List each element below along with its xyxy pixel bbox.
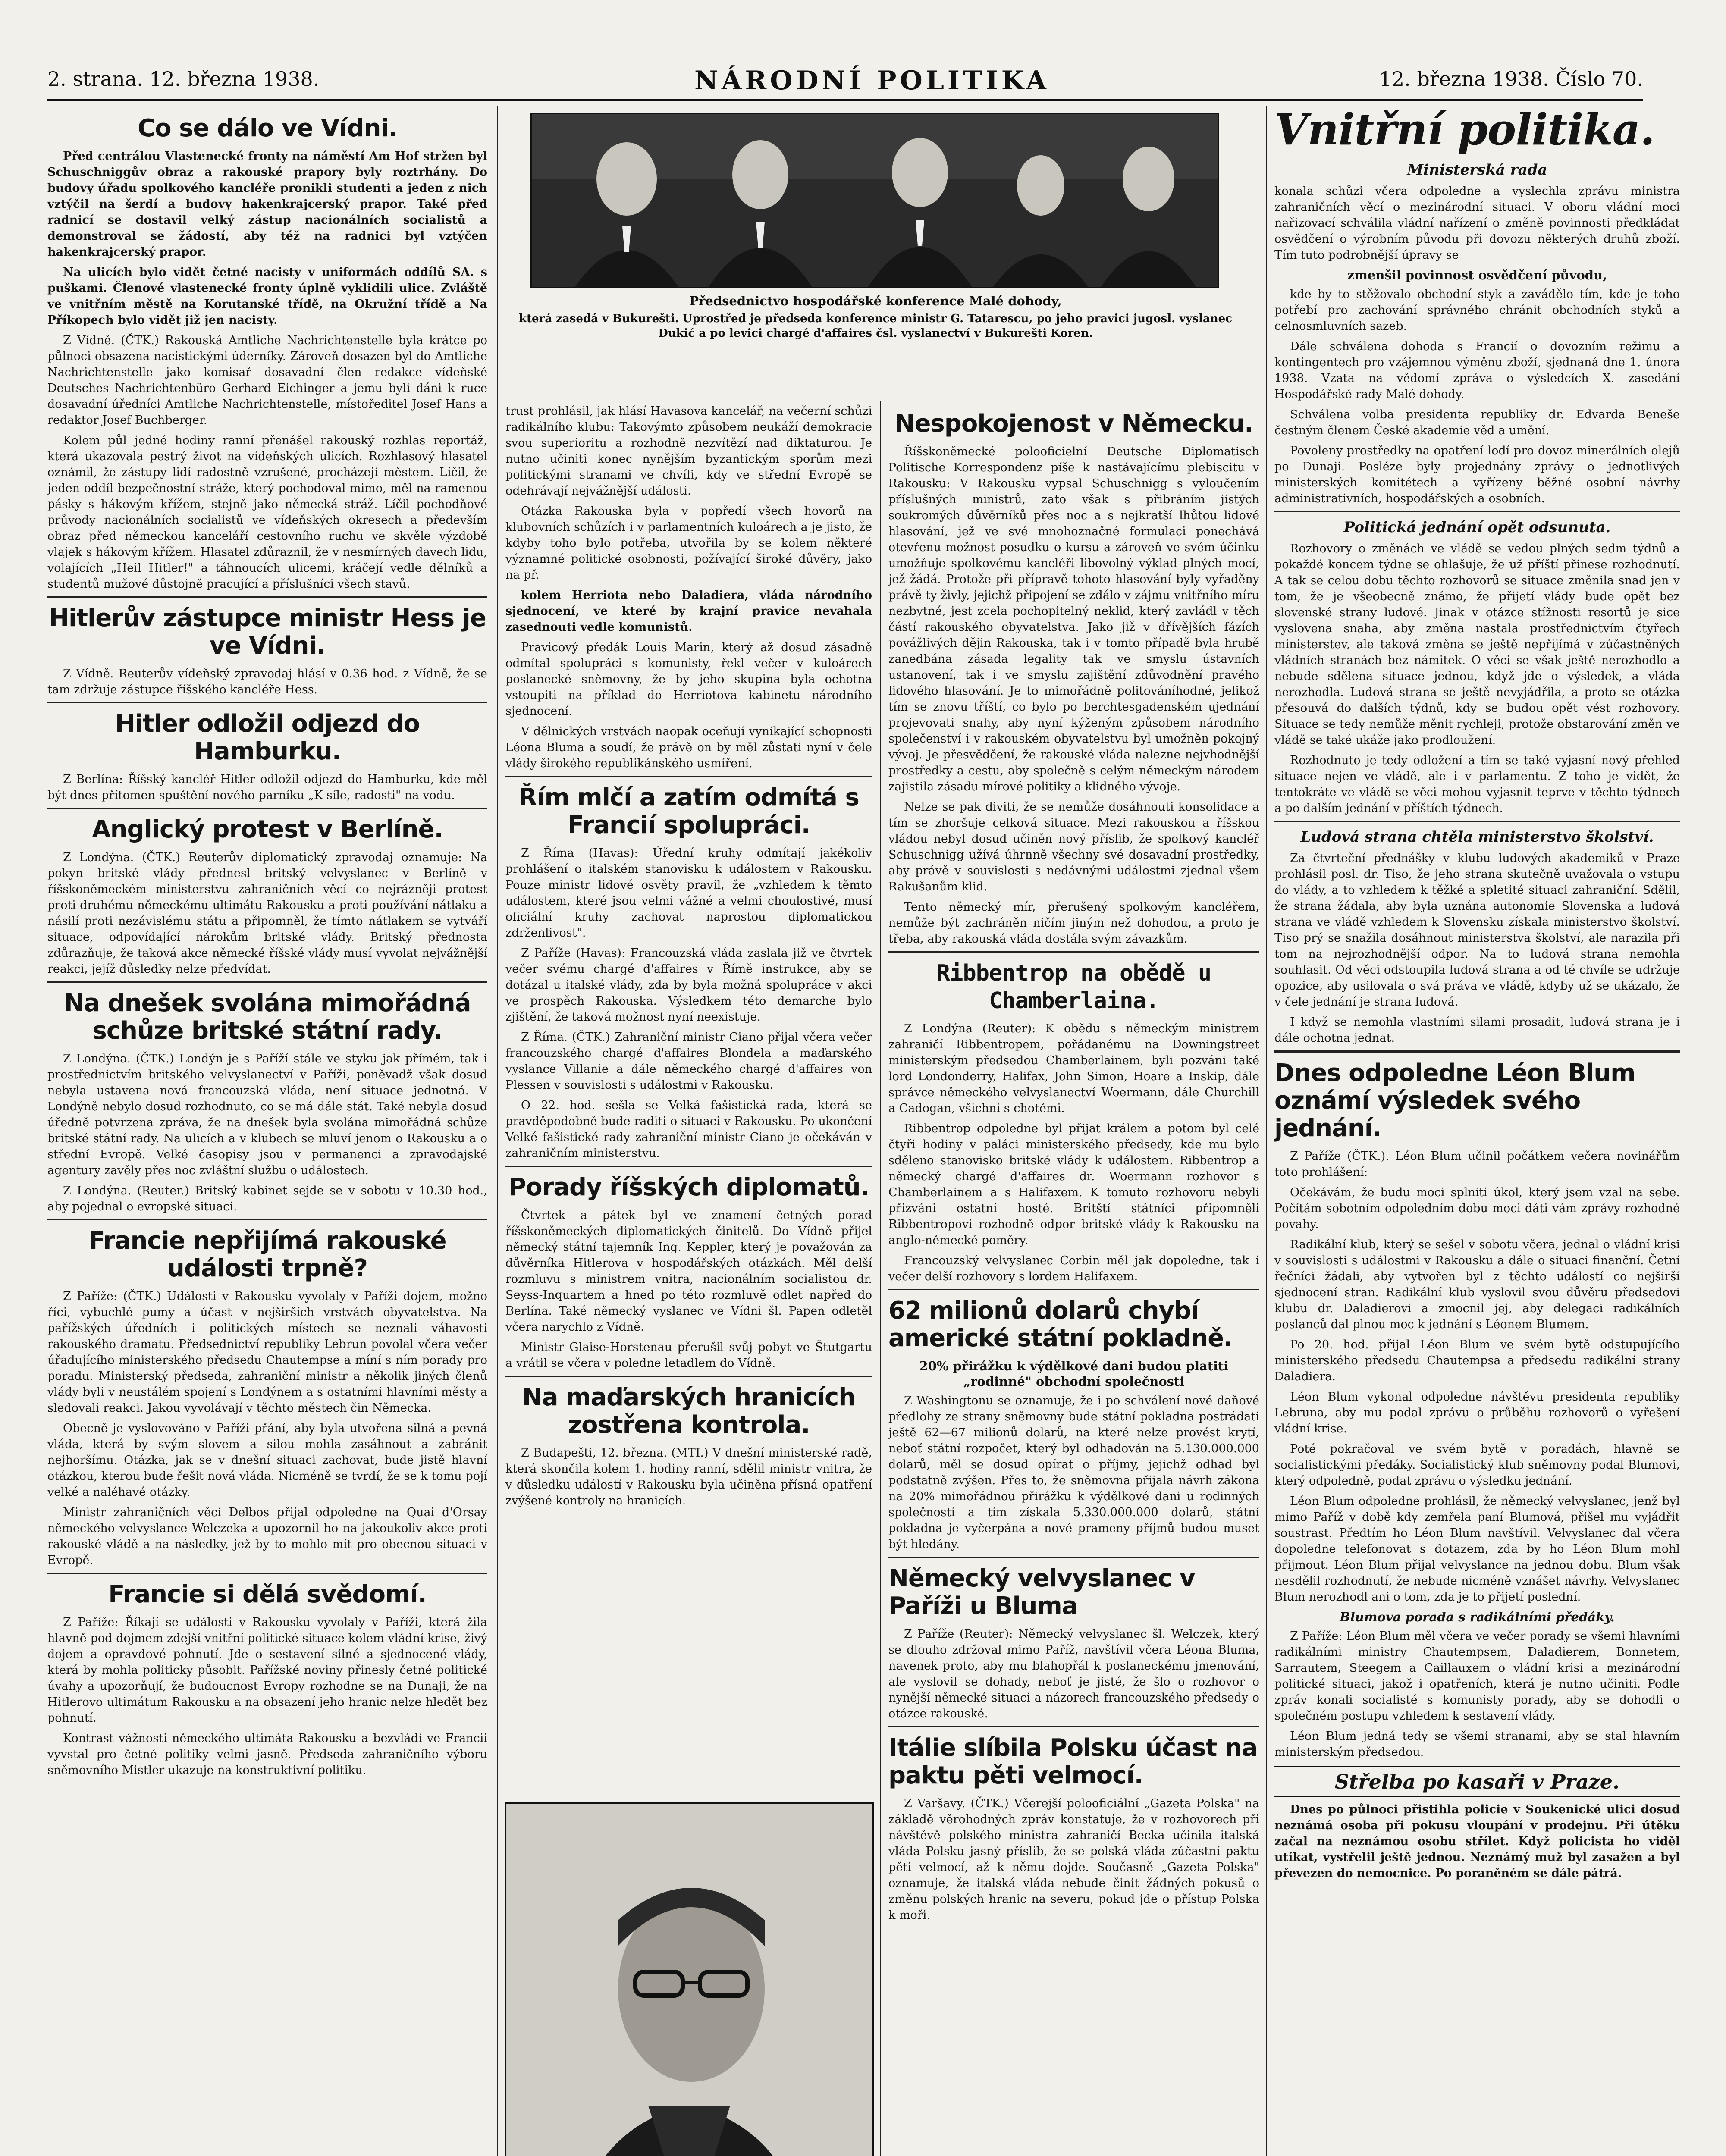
article-paragraph: Pravicový předák Louis Marin, který až dosud zásadně odmítal spolupráci s komunisty, řekl večer v kuloárech poslanecké sněmovny, že by jeho skupina byla ochotna vstoupiti na příklad do Herriotova kabinetu národního sjednocení. — [505, 641, 872, 718]
article-separator — [47, 596, 487, 598]
article-paragraph: Rozhovory o změnách ve vládě se vedou plných sedm týdnů a pokaždé koncem týdne se ohlašuje, že už příští přinese rozhodnutí. A tak se celou dobu těchto rozhovorů se situace změnila snad jen v tom, že je všeobecně známo, že přijetí vlády bude opět bez slovenské strany ludové. Jinak v otázce stížnosti resortů je sice vyslovena snaha, aby změna nastala prostřednictvím čtyřech ministerstev, ale taková změna se ještě nepřijímá v zúčastněných vládních stranách bez námitek. O věci se však ještě nerozhodlo a nebude sdělena situace jednou, když jde o výsledek, a vláda nerozhodla. Ludová strana se ještě nevyjádřila, a proto se otázka přesouvá do dalších týdnů, kdy se budou opět vést rozhovory. Situace se tedy nemůže měnit rychleji, protože obstarování změn ve vládě se také ukáže jako prodloužení. — [1274, 542, 1680, 747]
article-title: Ribbentrop na obědě u Chamberlaina. — [936, 960, 1211, 1014]
article-paragraph: Povoleny prostředky na opatření lodí pro dovoz minerálních olejů po Dunaji. Posléze byly projednány zprávy o jednotlivých ministerských komitétech a vyřízeny běžné osobní návrhy administrativních, hospodářských a osobních. — [1274, 444, 1680, 505]
column-rule — [1266, 106, 1267, 2156]
caption-rule — [509, 397, 1259, 398]
article-title: Střelba po kasaři v Praze. — [1334, 1770, 1620, 1793]
article-separator — [505, 1376, 872, 1377]
article-separator — [47, 1219, 487, 1220]
photo-caption-text: která zasedá v Bukurešti. Uprostřed je předseda konference ministr G. Tatarescu, po jeho pravici jugosl. vyslanec Dukić a po levici chargé d'affaires čsl. vyslanectví v Bukurešti Koren. — [518, 312, 1233, 340]
article-paragraph: V dělnických vrstvách naopak oceňují vynikající schopnosti Léona Bluma a soudí, že právě on by měl zůstati nyní v čele vlády širokého republikánského usmíření. — [505, 725, 872, 770]
page-number-date: 2. strana. 12. března 1938. — [47, 67, 320, 91]
article-paragraph: Radikální klub, který se sešel v sobotu včera, jednal o vládní krisi v souvislosti s událostmi v Rakousku a dále o situaci finanční. Četní řečníci žádali, aby vytvořen byl z těchto událostí co nejširší sjednocení stran. Radikální klub vyslovil svou důvěru předsedovi klubu dr. Daladierovi a zmocnil jej, aby delegaci radikálních poslanců dal plnou moc k jednání s Léonem Blumem. — [1274, 1238, 1680, 1331]
article-title: Ministerská rada — [1407, 161, 1547, 179]
article-paragraph: I když se nemohla vlastními silami prosadit, ludová strana je i dále ochotna jednat. — [1274, 1015, 1680, 1045]
article-title: 62 milionů dolarů chybí americké státní pokladně. — [888, 1297, 1233, 1352]
article-title: Ludová strana chtěla ministerstvo školství. — [1300, 828, 1654, 846]
article-paragraph: Za čtvrteční přednášky v klubu ludových akademiků v Praze prohlásil posl. dr. Tiso, že jeho strana skutečně uvažovala o vstupu do vlády, a to vzhledem k těžké a spletité situaci zahraniční. Sdělil, že strana žádala, aby byla uznána autonomie Slovenska a ludová strana ve vládě vzhledem k Slovensku získala ministerstvo školství. Tiso prý se snažila dosáhnout ministerstva školství, ale narazila při tom na nejrozhodnější odpor. Na to ludová strana nemohla souhlasit. Od věci odstoupila ludová strana a od té chvíle se udržuje opozice, aby usilovala o svá práva ve vládě, kdyby už se ukázalo, že v čele jednání je strana ludová. — [1274, 852, 1680, 1009]
portrait-figure — [506, 1804, 872, 2156]
article-paragraph: Z Říma (Havas): Úřední kruhy odmítají jakékoliv prohlášení o italském stanovisku k událostem v Rakousku. Pouze ministr lidové osvěty pravil, že „vzhledem k těmto událostem, které jsou velmi vážné a velmi choulostivé, musí oficiální kruhy zachovat naprostou diplomatickou zdrženlivost". — [505, 846, 872, 940]
article-paragraph: Ribbentrop odpoledne byl přijat králem a potom byl celé čtyři hodiny v paláci ministerského předsedy, kde mu bylo sděleno stanovisko britské vlády k událostem. Ribbentrop a německý chargé d'affaires dr. Woermann rozhovor s Chamberlainem a s Halifaxem. K tomuto rozhovoru nebyli přizváni ostatní hosté. Britští státníci připomněli Ribbentropovi rozhodně odpor britské vlády k Rakousku na anglo-německé poměry. — [888, 1122, 1259, 1247]
article-paragraph: Z Londýna. (ČTK.) Londýn je s Paříží stále ve styku jak přímém, tak i prostřednictvím britského velvyslanectví v Paříži, poněvadž však dosud nebyla ustavena nová francouzská vláda, není situace jednotná. V Londýně nebylo dosud rozhodnuto, co se má dále stát. Také nebyla dosud úředně potvrzena zpráva, že na dnešek byla svolána mimořádná schůze britské státní rady. Na ulicích a v klubech se mluví jenom o Rakousku a o střední Evropě. Velké časopisy jsou v permanenci a zpravodajské agentury zavěly přes noc zvláštní službu o událostech. — [47, 1052, 487, 1177]
article-paragraph: Nelze se pak diviti, že se nemůže dosáhnouti konsolidace a tím se zhoršuje celková situace. Mezi rakouskou a říšskou vládou nebyl dosud učiněn nový příslib, že spolkový kancléř Schuschnigg užívá úhrnně všechny své dosavadní prostředky, aby právě v souvislosti s nedávnými událostmi zjednal všem Rakušanům klid. — [888, 800, 1259, 893]
article-separator — [47, 808, 487, 809]
article-separator — [1274, 821, 1680, 822]
photo-caption-title: Předsednictvo hospodářské konference Malé dohody, — [689, 294, 1062, 308]
article-paragraph: Z Paříže (ČTK.). Léon Blum učinil počátkem večera novinářům toto prohlášení: — [1274, 1150, 1680, 1179]
article-paragraph: Z Paříže (Havas): Francouzská vláda zaslala již ve čtvrtek večer svému chargé d'affaires v Římě instrukce, aby se dotázal u italské vlády, zda by byla možná spolupráce v akci ve prospěch Rakouska. Výsledkem této demarche bylo zjištění, že taková možnost nyní neexistuje. — [505, 946, 872, 1024]
article-subtitle: 20% přirážku k výdělkové dani budou platiti „rodinné" obchodní společnosti — [919, 1359, 1229, 1389]
column-3 — [888, 403, 1259, 2156]
article-paragraph: Z Paříže: Léon Blum měl včera ve večer porady se všemi hlavními radikálními ministry Chautempsem, Daladierem, Bonnetem, Sarrautem, Steegem a Caillauxem o vládní krisi a mezinárodní politické situaci, jakož i opatřeních, která je nutno učiniti. Podle zpráv konali socialisté s komunisty porady, aby se dohodli o společném postupu vzhledem k sestavení vlády. — [1274, 1630, 1680, 1723]
article-separator — [505, 1166, 872, 1167]
article-title: Dnes odpoledne Léon Blum oznámí výsledek svého jednání. — [1274, 1059, 1635, 1142]
article-paragraph: kde by to stěžovalo obchodní styk a zavádělo tím, kde je toho potřebí pro zachování správného chránit obchodních styků a celnosmluvních sazeb. — [1274, 288, 1680, 333]
article-paragraph: Rozhodnuto je tedy odložení a tím se také vyjasní nový přehled situace nejen ve vládě, ale i v parlamentu. Z toho je vidět, že tentokráte ve vládě se věci mohou vyjasnit teprve v těchto týdnech a po dalším jednání v příštích týdnech. — [1274, 754, 1680, 815]
article-title: Řím mlčí a zatím odmítá s Francií spolupráci. — [518, 783, 859, 839]
article-separator — [888, 1289, 1259, 1290]
article-separator — [888, 1726, 1259, 1727]
article-paragraph: Obecně je vyslovováno v Paříži přání, aby byla utvořena silná a pevná vláda, která by svým slovem a silou mohla zasáhnout a zabránit nejhoršímu. Otázka, jak se v dnešní situaci zachovat, bude jistě hlavní otázkou, kterou bude řešit nová vláda. Nicméně se tvrdí, že se k tomu pojí velké a naléhavé otázky. — [47, 1422, 487, 1499]
article-separator — [888, 951, 1259, 953]
article-paragraph: Kolem půl jedné hodiny ranní přenášel rakouský rozhlas reportáž, která ukazovala pestrý život na vídeňských ulicích. Rozhlasový hlasatel oznámil, že zástupy lidí radostně vzrušené, procházejí městem. Líčil, že jeden oddíl bezpečnostní stráže, který pochodoval mimo, měl na ramenou pásky s hákovým křížem, stejně jako německá stráž. Líčil pochodňové průvody nacionálních socialistů ve vídeňských okresech a především obraz před německou kanceláří cestovního ruchu ve skvěle výzdobě vlajek s hákovým křížem. Hlasatel zdůraznil, že v nesmírných davech lidu, volajících „Heil Hitler!" a táhnoucích ulicemi, kráčejí vedle dělníků a studentů mužové důstojně pracující a příslušníci všech stavů. — [47, 434, 487, 591]
article-paragraph: Kontrast vážnosti německého ultimáta Rakousku a bezvládí ve Francii vyvstal pro četné politiky velmi jasně. Předseda zahraničního výboru sněmovního Mistler ukazuje na konstruktivní politiku. — [47, 1732, 487, 1777]
conference-photo — [530, 113, 1219, 288]
photo-figures — [532, 114, 1218, 287]
article-paragraph: Dnes po půlnoci přistihla policie v Soukenické ulici dosud neznámá osoba při pokusu vloupání v prodejnu. Při útěku začal na neznámou osobu střílet. Když policista ho viděl utíkat, vystřelil ještě jednou. Neznámý muž byl zasažen a byl převezen do nemocnice. Po poraněném se dále pátrá. — [1274, 1803, 1680, 1880]
article-paragraph: Čtvrtek a pátek byl ve znamení četných porad říšskoněmeckých diplomatických činitelů. Do Vídně přijel německý státní tajemník Ing. Keppler, který je považován za důvěrníka Hitlerova v hospodářských otázkách. Měl delší rozmluvu s ministrem vnitra, nacionálním socialistou dr. Seyss-Inquartem a hned po této rozmluvě odlet napřed do Berlína. Také německý vyslanec ve Vídni šl. Papen odletěl včera narychlo z Vídně. — [505, 1209, 872, 1334]
article-paragraph: Z Říma. (ČTK.) Zahraniční ministr Ciano přijal včera večer francouzského chargé d'affaires Blondela a maďarského vyslance Villanie a dále německého chargé d'affaires von Plessen v souvislosti s událostmi v Rakousku. — [505, 1031, 872, 1092]
article-paragraph: konala schůzi včera odpoledne a vyslechla zprávu ministra zahraničních věcí o mezinárodní situaci. V oboru vládní moci nařizovací schválila vládní nařízení o změně povinnosti předkládat osvědčení o výrobním původu při dovozu některých druhů zboží. Tím tuto podrobnější úpravy se — [1274, 185, 1680, 262]
article-paragraph: Očekávám, že budu moci splniti úkol, který jsem vzal na sebe. Počítám sobotním odpoledním dobu moci dáti vám zprávy rozhodné povahy. — [1274, 1186, 1680, 1231]
article-title: Politická jednání opět odsunuta. — [1343, 519, 1611, 536]
article-title: Porady říšských diplomatů. — [508, 1173, 869, 1201]
article-paragraph: Z Paříže: Říkají se události v Rakousku vyvolaly v Paříži, která žila hlavně pod dojmem zdejší vnitřní politické situace kolem vládní krise, živý dojem a opravdové pohnutí. Jde o sestavení silné a sjednocené vlády, která by mohla politicky působit. Pařížské noviny přinesly četné politické úvahy a upozorňují, že budoucnost Evropy rozhodne se na Dunaji, že na Hitlerovo ultimátum Rakousku a na obsazení jeho hranic nelze hledět bez pohnutí. — [47, 1616, 487, 1725]
schuschnigg-portrait — [505, 1802, 874, 2156]
column-4 — [1274, 106, 1680, 2156]
newspaper-title: NÁRODNÍ POLITIKA — [694, 66, 1050, 96]
article-paragraph: Z Varšavy. (ČTK.) Včerejší polooficiální „Gazeta Polska" na základě věrohodných zpráv konstatuje, že v rozhovorech při návštěvě polského ministra zahraničí Becka učinila italská vláda Polsku jasný příslib, že se polská vláda zúčastní paktu pěti velmocí, až k němu dojde. Současně „Gazeta Polska" oznamuje, že italská vláda nebude činit žádných pokusů o změnu polských hranic na severu, pokud jde o přístup Polska k moři. — [888, 1797, 1259, 1922]
article-paragraph: Z Londýna (Reuter): K obědu s německým ministrem zahraničí Ribbentropem, pořádanému na Downingstreet ministerským předsedou Chamberlainem, byli pozváni také lord Londonderry, Halifax, John Simon, Hoare a Inskip, dále správce německého velvyslanectví Woermann, dále Churchill a Cadogan, všichni s chotěmi. — [888, 1022, 1259, 1115]
article-paragraph: Z Paříže: (ČTK.) Události v Rakousku vyvolaly v Paříži dojem, možno říci, vybuchlé pumy a účast v nejširších vrstvách obyvatelstva. Na pařížských úředních i politických místech se neznali váhavosti rakouského dramatu. Předsednictví republiky Lebrun povolal včera večer úřadujícího ministerského předsedu Chautempse a míní s ním porady pro poradu. Ministerský předseda, zahraniční ministr a několik jiných členů vlády byli v neustálém spojení s Londýnem a s ostatními hlavními městy a sledovali reakci. Jakou vyvolávají v těchto městech čin Německa. — [47, 1290, 487, 1415]
article-title: Anglický protest v Berlíně. — [92, 815, 443, 843]
article-title: Francie nepřijímá rakouské události trpně? — [88, 1227, 446, 1282]
section-title: Vnitřní politika. — [1274, 106, 1655, 155]
article-paragraph: Z Washingtonu se oznamuje, že i po schválení nové daňové předlohy ze strany sněmovny bude státní pokladna postrádati ještě 62—67 milionů dolarů, na které nelze provést krytí, neboť státní rozpočet, který byl odhadován na 5.130.000.000 dolarů, měl se dosud opírat o příjmy, jejichž odhad byl podstatně zvýšen. Přes to, že sněmovna přijala návrh zákona na 20% mimořádnou přirážku k výdělkové dani u rodinných společností a tím získala 5.330.000.000 dolarů, státní pokladna je vyčerpána a nové prameny příjmů budou muset být hledány. — [888, 1394, 1259, 1551]
article-separator — [47, 1573, 487, 1574]
article-paragraph: Z Vídně. (ČTK.) Rakouská Amtliche Nachrichtenstelle byla krátce po půlnoci obsazena nacistickými úderníky. Zároveň dosazen byl do Amtliche Nachrichtenstelle jako komisař dosavadní člen redakce vídeňské Deutsches Nachrichtenbüro Gerhard Eichinger a jemu byli dáni k ruce dosavadní úředníci Amtliche Nachrichtenstelle, místoředitel Josef Hans a redaktor Josef Buchberger. — [47, 334, 487, 427]
article-title: Francie si dělá svědomí. — [108, 1580, 427, 1608]
article-paragraph: Z Berlína: Říšský kancléř Hitler odložil odjezd do Hamburku, kde měl být dnes přítomen spuštění nového parníku „K síle, radosti" na vodu. — [47, 773, 487, 802]
article-separator — [505, 776, 872, 777]
article-paragraph: trust prohlásil, jak hlásí Havasova kancelář, na večerní schůzi radikálního klubu: Takovýmto způsobem neukáží demokracie svou superioritu a rozhodně nezvítězí nad diktaturou. Je nutno učiniti konec nynějším byzantickým sporům mezi politickými stranami ve chvíli, kdy ve střední Evropě se odehrávají nejvážnější události. — [505, 404, 872, 498]
article-paragraph: Otázka Rakouska byla v popředí všech hovorů na klubovních schůzích i v parlamentních kuloárech a je jisto, že kdyby toho bylo potřeba, utvořila by se kolem některé významné politické osobnosti, požívající široké důvěry, jako na př. — [505, 505, 872, 582]
article-title: Na dnešek svolána mimořádná schůze britské státní rady. — [64, 989, 471, 1045]
article-paragraph: Dále schválena dohoda s Francií o dovozním režimu a kontingentech pro vzájemnou výměnu zboží, sjednaná dne 1. února 1938. Vzata na vědomí zpráva o výsledcích X. zasedání Hospodářské rady Malé dohody. — [1274, 340, 1680, 401]
article-title: Hitlerův zástupce ministr Hess je ve Vídni. — [49, 604, 486, 660]
article-paragraph: Z Vídně. Reuterův vídeňský zpravodaj hlásí v 0.36 hod. z Vídně, že se tam zdržuje zástupce říšského kancléře Hess. — [47, 667, 487, 696]
column-rule — [880, 401, 881, 2156]
article-paragraph: Schválena volba presidenta republiky dr. Edvarda Beneše čestným členem České akademie věd a umění. — [1274, 408, 1680, 437]
column-rule — [497, 106, 498, 2156]
article-separator — [47, 981, 487, 983]
article-emphasis: kolem Herriota nebo Daladiera, vláda národního sjednocení, ve které by krajní pravice nevahala zasednouti vedle komunistů. — [505, 589, 872, 634]
issue-date-number: 12. března 1938. Číslo 70. — [1379, 67, 1643, 91]
article-band — [1274, 1766, 1680, 1797]
column-1 — [47, 108, 487, 2156]
article-paragraph: O 22. hod. sešla se Velká fašistická rada, která se pravděpodobně bude raditi o situaci v Rakousku. Po ukončení Velké fašistické rady zahraniční ministr Ciano je očekáván v zahraničním ministerstvu. — [505, 1099, 872, 1160]
article-paragraph: Poté pokračoval ve svém bytě v poradách, hlavně se socialistickými předáky. Socialistický klub sněmovny podal Blumovi, který odpoledně, podat zprávu o výsledku jednání. — [1274, 1442, 1680, 1488]
article-paragraph: Léon Blum odpoledne prohlásil, že německý velvyslanec, jenž byl mimo Paříž v době kdy zemřela paní Blumová, přišel mu vyjádřit soustrast. Předtím ho Léon Blum navštívil. Velvyslanec dal včera dopoledne telefonovat s dotazem, zda by ho Léon Blum mohl přijmout. Léon Blum přijal velvyslance na jednou dobu. Blum však nesdělil rozhodnutí, že nebude nicméně vznášet návrhy. Velvyslanec Blum nerozhodl ani o tom, zda je to přijetí poslední. — [1274, 1495, 1680, 1604]
article-paragraph: Říšskoněmecké polooficielní Deutsche Diplomatisch Politische Korrespondenz píše k nastávajícímu plebiscitu v Rakousku: V Rakousku vypsal Schuschnigg s vyloučením příslušných ministrů, zato však s přibráním jistých soukromých důvěrníků přes noc a s nejkratší lhůtou lidové hlasování, jež ve své mnohoznačné formulaci ponechává otevřenu možnost posudku o kursu a zároveň ve svém účinku umožňuje spolkovému kancléři libovolný výklad plných mocí, jež žádá. Protože při přípravě tohoto hlasování byly vyřaděny právě ty živly, jejichž připojení se zdálo v zájmu vnitřního míru nezbytné, jest zcela pochopitelný neklid, který zavládl v těch částí rakouského obyvatelstva. Jako již v dřívějších fázích povážlivých dějin Rakouska, tak i v tomto případě byla hrubě zanedbána zásada legality tak ve smyslu ústavních ustanovení, tak i ve smyslu zajištění zdůvodnění pravého lidového hlasování. Je to mimořádně politováníhodné, jelikož tím se znovu tříští, co bylo po berchtesgadenském ujednání projevovati snahy, aby nyní kýženým způsobem národního společenství i v rakouském obyvatelstvu byl umožněn pokojný vývoj. Je přesvědčení, že rakouské vláda nalezne nejvhodnější prostředky a cestu, aby společně s celým německým národem zajistila zásadu mírové politiky a klidného vývoje. — [888, 445, 1259, 793]
article-lead: Před centrálou Vlastenecké fronty na náměstí Am Hof stržen byl Schuschniggův obraz a rakouské prapory byly roztrhány. Do budovy úřadu spolkového kancléře pronikli studenti a jeden z nich vztýčil na šerdí a budovy hakenkrajcerský prapor. Také před radnicí se dostavil velký zástup nacionálních socialistů a demonstroval se žádostí, aby též na radnici byl vztýčen hakenkrajcerský prapor. — [47, 150, 487, 259]
article-title: Itálie slíbila Polsku účast na paktu pěti velmocí. — [888, 1734, 1258, 1789]
article-paragraph: Z Londýna. (ČTK.) Reuterův diplomatický zpravodaj oznamuje: Na pokyn britské vlády přednesl britský velvyslanec v Berlíně v říšskoněmeckém ministerstvu zahraničních věcí co nejrázněji protest proti druhému německému ultimátu Rakousku a proti používání nátlaku a násilí proti nezávislému státu a připomněl, že tímto nátlakem se vytváří situace, odpovídající nárokům britské vlády. Britský přednosta zdůrazňuje, že taková akce německé říšské vlády musí vyvolat nejvážnější reakci, jejíž důsledky nelze předvídat. — [47, 851, 487, 976]
article-title: Nespokojenost v Německu. — [894, 410, 1253, 438]
masthead — [47, 65, 1643, 101]
article-separator — [888, 1557, 1259, 1558]
article-paragraph: Léon Blum vykonal odpoledne návštěvu presidenta republiky Lebruna, aby mu podal zprávu o průběhu rozhovorů o vyřešení vládní krise. — [1274, 1390, 1680, 1435]
column-2 — [505, 403, 872, 1753]
article-subheading: Blumova porada s radikálními předáky. — [1340, 1610, 1615, 1624]
article-paragraph: Z Londýna. (Reuter.) Britský kabinet sejde se v sobotu v 10.30 hod., aby pojednal o evropské situaci. — [47, 1184, 487, 1213]
article-paragraph: Z Budapešti, 12. března. (MTI.) V dnešní ministerské radě, která skončila kolem 1. hodiny ranní, sdělil ministr vnitra, že v důsledku událostí v Rakousku byla učiněna přísná opatření zvýšené kontroly na hranicích. — [505, 1446, 872, 1507]
article-lead: Na ulicích bylo vidět četné nacisty v uniformách oddílů SA. s puškami. Členové vlastenecké fronty úplně vyklidili ulice. Zvláště ve vnitřním městě na Korutanské třídě, na Okružní třídě a Na Příkopech bylo vidět již jen nacisty. — [47, 266, 487, 327]
article-paragraph: Z Paříže (Reuter): Německý velvyslanec šl. Welczek, který se dlouho zdržoval mimo Paříž, navštívil včera Léona Bluma, navenek proto, aby mu blahopřál k poslaneckému jmenování, ale vyslovil se dohady, neboť je jisté, že šlo o rozhovor o nynější německé situaci a názorech francouzského předsedy o otázce rakouské. — [888, 1627, 1259, 1720]
article-paragraph: Francouzský velvyslanec Corbin měl jak dopoledne, tak i večer delší rozhovory s lordem Halifaxem. — [888, 1254, 1259, 1283]
article-paragraph: Ministr Glaise-Horstenau přerušil svůj pobyt ve Štutgartu a vrátil se včera v poledne letadlem do Vídně. — [505, 1341, 872, 1370]
article-title: Hitler odložil odjezd do Hamburku. — [115, 710, 420, 765]
article-title: Na maďarských hranicích zostřena kontrola. — [522, 1383, 856, 1439]
article-paragraph: Po 20. hod. přijal Léon Blum ve svém bytě odstupujícího ministerského předsedu Chautempsa a předsedu radikální strany Daladiera. — [1274, 1338, 1680, 1383]
article-title: Co se dálo ve Vídni. — [138, 114, 397, 142]
article-separator — [1274, 511, 1680, 512]
article-separator — [47, 702, 487, 703]
article-title: Německý velvyslanec v Paříži u Bluma — [888, 1564, 1195, 1620]
article-separator — [1274, 1050, 1680, 1053]
article-paragraph: Ministr zahraničních věcí Delbos přijal odpoledne na Quai d'Orsay německého velvyslance Welczeka a upozornil ho na jakoukoliv akce proti rakouské vládě a na následky, jež by to mohlo mít pro obecnou situaci v Evropě. — [47, 1506, 487, 1567]
article-subheading: zmenšil povinnost osvědčení původu, — [1347, 268, 1607, 282]
article-paragraph: Tento německý mír, přerušený spolkovým kancléřem, nemůže být zachráněn ničím jiným než dohodou, a proto je třeba, aby rakouská vláda dostála svým závazkům. — [888, 900, 1259, 946]
article-paragraph: Léon Blum jedná tedy se všemi stranami, aby se stal hlavním ministerským předsedou. — [1274, 1730, 1680, 1759]
